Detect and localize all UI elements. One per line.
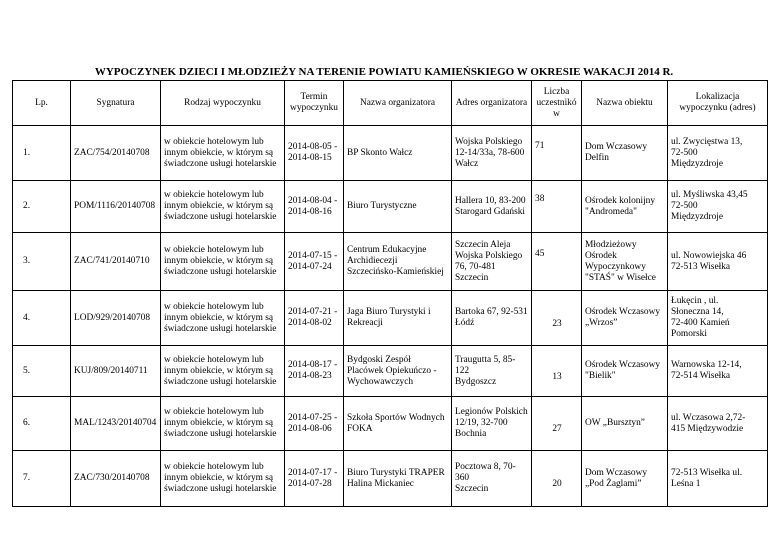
- row-organizator: Jaga Biuro Turystyki i Rekreacji: [344, 291, 452, 346]
- row-liczba: 45: [532, 233, 582, 291]
- header-termin: Termin wypoczynku: [285, 81, 344, 126]
- document-title: WYPOCZYNEK DZIECI I MŁODZIEŻY NA TERENIE POWIATU KAMIEŃSKIEGO W OKRESIE WAKACJI 2014 R.: [94, 66, 674, 78]
- row-termin: 2014-08-04 - 2014-08-16: [285, 181, 344, 233]
- row-lp: 2.: [13, 181, 71, 233]
- row-obiekt: Ośrodek kolonijny "Andromeda": [582, 181, 668, 233]
- row-sygnatura: KUJ/809/20140711: [71, 346, 161, 397]
- header-adres-organizatora: Adres organizatora: [452, 81, 532, 126]
- table-row: [13, 126, 768, 181]
- row-organizator: Bydgoski Zespół Placówek Opiekuńczo - Wychowawczych: [344, 346, 452, 397]
- row-adres-organizatora: Hallera 10, 83-200 Starogard Gdański: [452, 181, 532, 233]
- row-organizator: Biuro Turystyki TRAPER Halina Mickaniec: [344, 451, 452, 507]
- row-lp: 1.: [13, 126, 71, 181]
- row-lokalizacja: ul. Zwycięstwa 13, 72-500 Międzyzdroje: [668, 126, 768, 181]
- row-obiekt: Dom Wczasowy Delfin: [582, 126, 668, 181]
- row-lokalizacja: 72-513 Wisełka ul. Leśna 1: [668, 451, 768, 507]
- header-liczba: Liczba uczestnikó w: [532, 81, 582, 126]
- row-lp: 7.: [13, 451, 71, 507]
- header-row: [13, 81, 768, 126]
- row-adres-organizatora: Pocztowa 8, 70-360 Szczecin: [452, 451, 532, 507]
- row-termin: 2014-08-05 - 2014-08-15: [285, 126, 344, 181]
- table-row: [13, 291, 768, 346]
- row-sygnatura: POM/1116/20140708: [71, 181, 161, 233]
- row-rodzaj: w obiekcie hotelowym lub innym obiekcie, w którym są świadczone usługi hotelarskie: [161, 451, 285, 507]
- header-obiekt: Nazwa obiektu: [582, 81, 668, 126]
- row-organizator: BP Skonto Wałcz: [344, 126, 452, 181]
- row-termin: 2014-07-21 - 2014-08-02: [285, 291, 344, 346]
- row-termin: 2014-07-15 - 2014-07-24: [285, 233, 344, 291]
- row-rodzaj: w obiekcie hotelowym lub innym obiekcie, w którym są świadczone usługi hotelarskie: [161, 397, 285, 451]
- row-termin: 2014-08-17 - 2014-08-23: [285, 346, 344, 397]
- row-obiekt: Dom Wczasowy „Pod Żaglami”: [582, 451, 668, 507]
- row-adres-organizatora: Wojska Polskiego 12-14/33a, 78-600 Wałcz: [452, 126, 532, 181]
- row-organizator: Centrum Edukacyjne Archidiecezji Szczecińsko-Kamieńskiej: [344, 233, 452, 291]
- row-obiekt: Młodzieżowy Ośrodek Wypoczynkowy "STAŚ" w Wisełce: [582, 233, 668, 291]
- row-lokalizacja: Łukęcin , ul. Słoneczna 14, 72-400 Kamień Pomorski: [668, 291, 768, 346]
- row-adres-organizatora: Szczecin Aleja Wojska Polskiego 76, 70-481 Szczecin: [452, 233, 532, 291]
- camps-table: [12, 80, 768, 507]
- header-lokalizacja: Lokalizacja wypoczynku (adres): [668, 81, 768, 126]
- row-liczba: 71: [532, 126, 582, 181]
- row-obiekt: Ośrodek Wczasowy "Bielik": [582, 346, 668, 397]
- row-liczba: 27: [532, 397, 582, 451]
- table-row: [13, 233, 768, 291]
- row-lp: 4.: [13, 291, 71, 346]
- table-row: [13, 397, 768, 451]
- row-rodzaj: w obiekcie hotelowym lub innym obiekcie, w którym są świadczone usługi hotelarskie: [161, 233, 285, 291]
- row-obiekt: OW „Bursztyn”: [582, 397, 668, 451]
- row-liczba: 38: [532, 181, 582, 233]
- row-lp: 6.: [13, 397, 71, 451]
- row-sygnatura: MAL/1243/20140704: [71, 397, 161, 451]
- row-sygnatura: ZAC/730/20140708: [71, 451, 161, 507]
- row-sygnatura: ZAC/741/20140710: [71, 233, 161, 291]
- header-rodzaj: Rodzaj wypoczynku: [161, 81, 285, 126]
- header-organizator: Nazwa organizatora: [344, 81, 452, 126]
- row-rodzaj: w obiekcie hotelowym lub innym obiekcie, w którym są świadczone usługi hotelarskie: [161, 181, 285, 233]
- row-termin: 2014-07-17 - 2014-07-28: [285, 451, 344, 507]
- row-lokalizacja: ul. Myśliwska 43,45 72-500 Międzyzdroje: [668, 181, 768, 233]
- header-sygnatura: Sygnatura: [71, 81, 161, 126]
- row-sygnatura: ZAC/754/20140708: [71, 126, 161, 181]
- row-rodzaj: w obiekcie hotelowym lub innym obiekcie, w którym są świadczone usługi hotelarskie: [161, 126, 285, 181]
- row-lp: 5.: [13, 346, 71, 397]
- table-row: [13, 346, 768, 397]
- row-rodzaj: w obiekcie hotelowym lub innym obiekcie, w którym są świadczone usługi hotelarskie: [161, 346, 285, 397]
- table-row: [13, 451, 768, 507]
- row-termin: 2014-07-25 - 2014-08-06: [285, 397, 344, 451]
- row-rodzaj: w obiekcie hotelowym lub innym obiekcie, w którym są świadczone usługi hotelarskie: [161, 291, 285, 346]
- row-liczba: 23: [532, 291, 582, 346]
- row-adres-organizatora: Traugutta 5, 85-122 Bydgoszcz: [452, 346, 532, 397]
- row-lokalizacja: ul. Nowowiejska 46 72-513 Wisełka: [668, 233, 768, 291]
- row-lokalizacja: ul. Wczasowa 2,72- 415 Międzywodzie: [668, 397, 768, 451]
- row-liczba: 13: [532, 346, 582, 397]
- row-lokalizacja: Warnowska 12-14, 72-514 Wisełka: [668, 346, 768, 397]
- row-liczba: 20: [532, 451, 582, 507]
- row-lp: 3.: [13, 233, 71, 291]
- row-adres-organizatora: Bartoka 67, 92-531 Łódź: [452, 291, 532, 346]
- row-sygnatura: LOD/929/20140708: [71, 291, 161, 346]
- row-obiekt: Ośrodek Wczasowy „Wrzos”: [582, 291, 668, 346]
- row-adres-organizatora: Legionów Polskich 12/19, 32-700 Bochnia: [452, 397, 532, 451]
- row-organizator: Szkoła Sportów Wodnych FOKA: [344, 397, 452, 451]
- row-organizator: Biuro Turystyczne: [344, 181, 452, 233]
- header-lp: Lp.: [13, 81, 71, 126]
- table-row: [13, 181, 768, 233]
